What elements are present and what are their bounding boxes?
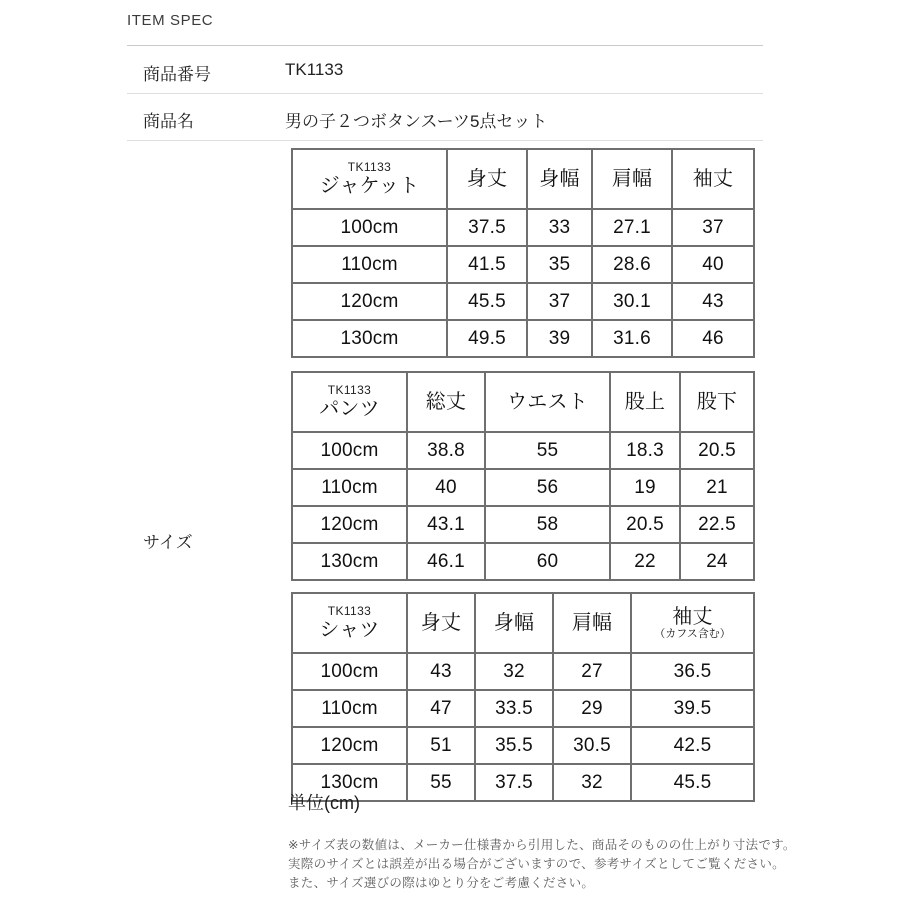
column-header-label: 股下	[696, 390, 738, 413]
measurement-cell: 33.5	[475, 690, 553, 727]
measurement-cell: 31.6	[592, 320, 672, 357]
measurement-cell: 28.6	[592, 246, 672, 283]
column-header-sublabel: （カフス含む）	[654, 627, 731, 640]
measurement-cell: 22	[610, 543, 680, 580]
measurement-cell: 40	[407, 469, 485, 506]
column-header	[592, 149, 672, 209]
column-header	[475, 593, 553, 653]
size-cell: 130cm	[292, 543, 407, 580]
measurement-cell: 37.5	[447, 209, 527, 246]
measurement-cell: 27.1	[592, 209, 672, 246]
measurement-cell: 37	[672, 209, 754, 246]
column-header-label: 総丈	[425, 390, 467, 413]
table-row	[292, 209, 754, 246]
size-cell: 100cm	[292, 432, 407, 469]
measurement-cell: 33	[527, 209, 592, 246]
measurement-cell: 51	[407, 727, 475, 764]
size-section-label: サイズ	[143, 533, 193, 552]
size-table-jacket	[291, 148, 755, 358]
table-row	[292, 469, 754, 506]
table-header-row	[292, 372, 754, 432]
measurement-cell: 35.5	[475, 727, 553, 764]
measurement-cell: 32	[475, 653, 553, 690]
measurement-cell: 60	[485, 543, 610, 580]
disclaimer-line: また、サイズ選びの際はゆとり分をご考慮ください。	[288, 876, 595, 890]
size-table-pants	[291, 371, 755, 581]
column-header-label: ウエスト	[507, 390, 588, 413]
column-header	[553, 593, 631, 653]
column-header	[680, 372, 754, 432]
measurement-cell: 32	[553, 764, 631, 801]
column-header-label: 身丈	[466, 167, 508, 190]
measurement-cell: 46.1	[407, 543, 485, 580]
table-row	[292, 690, 754, 727]
measurement-cell: 20.5	[680, 432, 754, 469]
measurement-cell: 42.5	[631, 727, 754, 764]
table-row	[292, 432, 754, 469]
size-cell: 110cm	[292, 469, 407, 506]
table-corner-cell	[292, 372, 407, 432]
measurement-cell: 45.5	[631, 764, 754, 801]
measurement-cell: 21	[680, 469, 754, 506]
column-header-label: 袖丈	[692, 167, 734, 190]
info-label-product-code: 商品番号	[143, 65, 211, 84]
column-header	[407, 593, 475, 653]
size-cell: 130cm	[292, 320, 447, 357]
measurement-cell: 55	[407, 764, 475, 801]
column-header	[610, 372, 680, 432]
column-header-label: 身幅	[539, 167, 580, 190]
page-title: ITEM SPEC	[127, 12, 214, 29]
table-row	[292, 283, 754, 320]
table-row	[292, 543, 754, 580]
info-value-product-code: TK1133	[285, 60, 344, 79]
measurement-cell: 29	[553, 690, 631, 727]
measurement-cell: 41.5	[447, 246, 527, 283]
column-header-label: 股上	[624, 390, 666, 413]
measurement-cell: 37.5	[475, 764, 553, 801]
column-header	[527, 149, 592, 209]
table-header-row	[292, 593, 754, 653]
size-cell: 100cm	[292, 209, 447, 246]
table-garment-name: ジャケット	[319, 175, 420, 198]
table-corner-cell	[292, 149, 447, 209]
table-corner-cell	[292, 593, 407, 653]
measurement-cell: 45.5	[447, 283, 527, 320]
size-cell: 130cm	[292, 764, 407, 801]
measurement-cell: 43.1	[407, 506, 485, 543]
measurement-cell: 27	[553, 653, 631, 690]
table-row	[292, 506, 754, 543]
measurement-cell: 18.3	[610, 432, 680, 469]
measurement-cell: 55	[485, 432, 610, 469]
size-cell: 100cm	[292, 653, 407, 690]
disclaimer-line: ※サイズ表の数値は、メーカー仕様書から引用した、商品そのものの仕上がり寸法です。	[288, 838, 796, 852]
unit-note: 単位(cm)	[288, 793, 360, 813]
divider-top	[127, 45, 763, 46]
column-header	[631, 593, 754, 653]
column-header-label: 身幅	[493, 611, 535, 634]
measurement-cell: 30.1	[592, 283, 672, 320]
column-header-label: 身丈	[420, 611, 462, 634]
measurement-cell: 37	[527, 283, 592, 320]
measurement-cell: 39	[527, 320, 592, 357]
table-garment-name: パンツ	[319, 398, 380, 421]
measurement-cell: 58	[485, 506, 610, 543]
measurement-cell: 43	[672, 283, 754, 320]
size-cell: 110cm	[292, 246, 447, 283]
table-garment-name: シャツ	[319, 619, 380, 642]
disclaimer-note	[288, 836, 796, 893]
measurement-cell: 38.8	[407, 432, 485, 469]
table-product-code: TK1133	[347, 159, 392, 174]
measurement-cell: 56	[485, 469, 610, 506]
column-header	[485, 372, 610, 432]
measurement-cell: 40	[672, 246, 754, 283]
column-header	[672, 149, 754, 209]
size-cell: 120cm	[292, 506, 407, 543]
size-table-shirt	[291, 592, 755, 802]
column-header-label: 袖丈	[672, 606, 713, 629]
measurement-cell: 39.5	[631, 690, 754, 727]
measurement-cell: 22.5	[680, 506, 754, 543]
table-row	[292, 246, 754, 283]
table-row	[292, 320, 754, 357]
measurement-cell: 43	[407, 653, 475, 690]
measurement-cell: 24	[680, 543, 754, 580]
measurement-cell: 47	[407, 690, 475, 727]
measurement-cell: 49.5	[447, 320, 527, 357]
table-row	[292, 764, 754, 801]
size-cell: 120cm	[292, 727, 407, 764]
measurement-cell: 35	[527, 246, 592, 283]
measurement-cell: 46	[672, 320, 754, 357]
column-header	[407, 372, 485, 432]
column-header-label: 肩幅	[571, 611, 613, 634]
measurement-cell: 30.5	[553, 727, 631, 764]
table-product-code: TK1133	[327, 603, 372, 618]
info-value-product-name: 男の子２つボタンスーツ5点セット	[285, 112, 548, 131]
column-header-label: 肩幅	[611, 167, 653, 190]
measurement-cell: 36.5	[631, 653, 754, 690]
disclaimer-line: 実際のサイズとは誤差が出る場合がございますので、参考サイズとしてご覧ください。	[288, 857, 785, 871]
column-header	[447, 149, 527, 209]
table-row	[292, 727, 754, 764]
measurement-cell: 20.5	[610, 506, 680, 543]
divider-bottom	[127, 140, 763, 141]
size-cell: 110cm	[292, 690, 407, 727]
info-label-product-name: 商品名	[143, 112, 194, 131]
table-row	[292, 653, 754, 690]
size-cell: 120cm	[292, 283, 447, 320]
table-product-code: TK1133	[327, 382, 372, 397]
divider-middle	[127, 93, 763, 94]
measurement-cell: 19	[610, 469, 680, 506]
table-header-row	[292, 149, 754, 209]
